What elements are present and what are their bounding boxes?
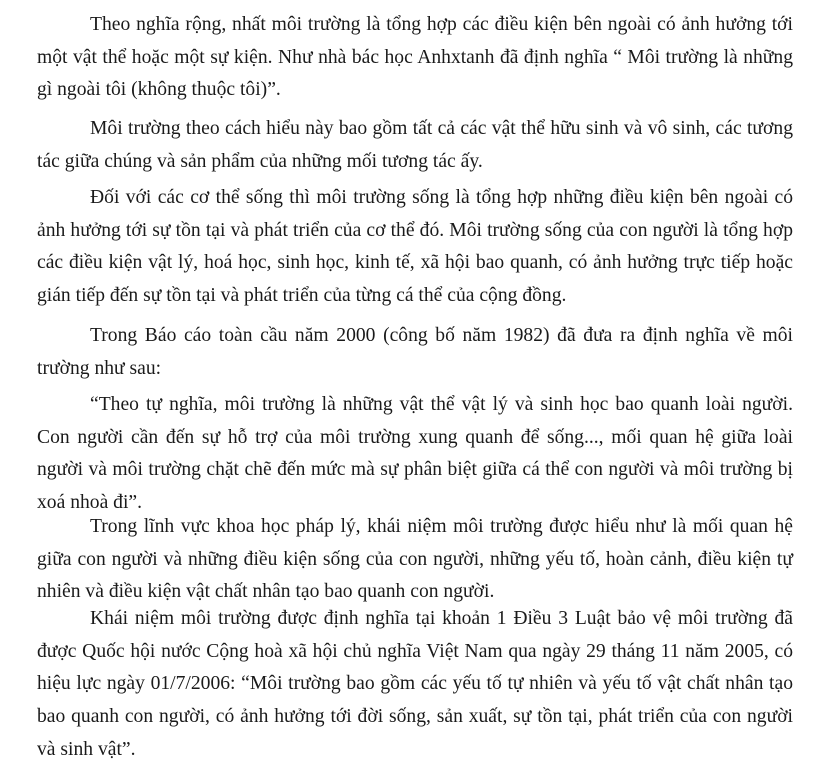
paragraph-living-nonliving: Môi trường theo cách hiểu này bao gồm tất cả các vật thể hữu sinh và vô sinh, các tương tác giữa chúng và sản phẩm của những mối tương tác ấy.: [37, 118, 793, 172]
paragraph-legal-science: Trong lĩnh vực khoa học pháp lý, khái niệm môi trường được hiểu như là mối quan hệ giữa con người và những điều kiện sống của con người, những yếu tố, hoàn cảnh, điều kiện tự nhiên và điều kiện vật chất nhân tạo bao quanh con người.: [37, 516, 793, 603]
paragraph-living-environment: Đối với các cơ thể sống thì môi trường sống là tổng hợp những điều kiện bên ngoài có ảnh hưởng tới sự tồn tại và phát triển của cơ thể đó. Môi trường sống của con người là tổng hợp các điều kiện vật lý, hoá học, sinh học, kinh tế, xã hội bao quanh, có ảnh hưởng trực tiếp hoặc gián tiếp đến sự tồn tại và phát triển của từng cá thể của cộng đồng.: [37, 187, 793, 307]
paragraph-definition-broad: Theo nghĩa rộng, nhất môi trường là tổng hợp các điều kiện bên ngoài có ảnh hưởng tới một vật thể hoặc một sự kiện. Như nhà bác học Anhxtanh đã định nghĩa “ Môi trường là những gì ngoài tôi (không thuộc tôi)”.: [37, 14, 793, 101]
paragraph-quote-definition: “Theo tự nghĩa, môi trường là những vật thể vật lý và sinh học bao quanh loài người. Con người cần đến sự hỗ trợ của môi trường xung quanh để sống..., mối quan hệ giữa loài người và môi trường chặt chẽ đến mức mà sự phân biệt giữa cá thể con người và môi trường bị xoá nhoà đi”.: [37, 394, 793, 514]
paragraph-environment-law: Khái niệm môi trường được định nghĩa tại khoản 1 Điều 3 Luật bảo vệ môi trường đã được Quốc hội nước Cộng hoà xã hội chủ nghĩa Việt Nam qua ngày 29 tháng 11 năm 2005, có hiệu lực ngày 01/7/2006: “Môi trường bao gồm các yếu tố tự nhiên và yếu tố vật chất nhân tạo bao quanh con người, có ảnh hưởng tới đời sống, sản xuất, sự tồn tại, phát triển của con người và sinh vật”.: [37, 608, 793, 760]
paragraph-global-report: Trong Báo cáo toàn cầu năm 2000 (công bố năm 1982) đã đưa ra định nghĩa về môi trường như sau:: [37, 325, 793, 379]
